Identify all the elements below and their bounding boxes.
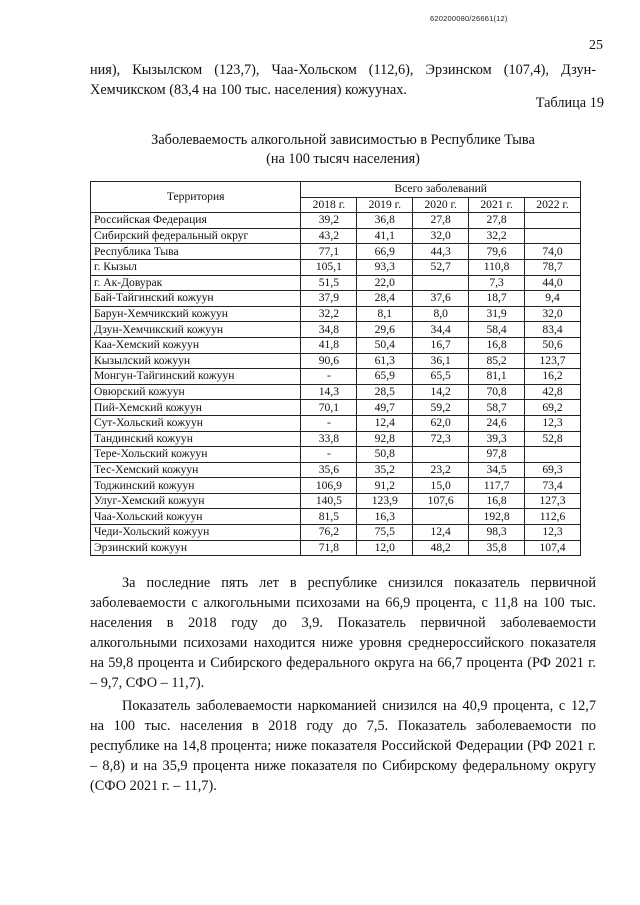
value-cell: 8,1 (357, 306, 413, 322)
table-row (91, 244, 581, 260)
value-cell: 16,8 (469, 337, 525, 353)
value-cell: 16,3 (357, 509, 413, 525)
value-cell: 43,2 (301, 228, 357, 244)
value-cell: - (301, 447, 357, 463)
value-cell: 59,2 (413, 400, 469, 416)
value-cell: 77,1 (301, 244, 357, 260)
morbidity-table (90, 181, 581, 556)
territory-name: Тес-Хемский кожуун (91, 462, 301, 478)
territory-name: г. Кызыл (91, 259, 301, 275)
value-cell: 8,0 (413, 306, 469, 322)
value-cell: 81,1 (469, 369, 525, 385)
table-row (91, 275, 581, 291)
value-cell: 12,3 (525, 525, 581, 541)
value-cell: 93,3 (357, 259, 413, 275)
page-number: 25 (589, 38, 603, 53)
value-cell: 34,8 (301, 322, 357, 338)
value-cell: 16,8 (469, 493, 525, 509)
value-cell: 117,7 (469, 478, 525, 494)
value-cell: 66,9 (357, 244, 413, 260)
value-cell: 50,6 (525, 337, 581, 353)
value-cell: 41,8 (301, 337, 357, 353)
value-cell: 83,4 (525, 322, 581, 338)
table-row (91, 259, 581, 275)
value-cell: 61,3 (357, 353, 413, 369)
table-row (91, 478, 581, 494)
value-cell: 58,4 (469, 322, 525, 338)
territory-name: Сибирский федеральный округ (91, 228, 301, 244)
value-cell: 32,0 (413, 228, 469, 244)
territory-name: Бай-Тайгинский кожуун (91, 291, 301, 307)
value-cell: 71,8 (301, 540, 357, 556)
value-cell: 35,8 (469, 540, 525, 556)
value-cell: 7,3 (469, 275, 525, 291)
body-text (90, 573, 596, 799)
value-cell (525, 213, 581, 229)
value-cell: 65,9 (357, 369, 413, 385)
table-row (91, 447, 581, 463)
table-row (91, 213, 581, 229)
table-row (91, 291, 581, 307)
value-cell: 41,1 (357, 228, 413, 244)
territory-name: Российская Федерация (91, 213, 301, 229)
table-title (90, 131, 596, 169)
value-cell: 69,2 (525, 400, 581, 416)
value-cell (413, 447, 469, 463)
value-cell: 50,4 (357, 337, 413, 353)
value-cell: 23,2 (413, 462, 469, 478)
value-cell: 58,7 (469, 400, 525, 416)
table-row (91, 353, 581, 369)
value-cell: 36,8 (357, 213, 413, 229)
table-row (91, 369, 581, 385)
value-cell (525, 228, 581, 244)
territory-name: Тоджинский кожуун (91, 478, 301, 494)
territory-name: Каа-Хемский кожуун (91, 337, 301, 353)
value-cell: 81,5 (301, 509, 357, 525)
value-cell: 44,3 (413, 244, 469, 260)
value-cell: 74,0 (525, 244, 581, 260)
value-cell: 39,2 (301, 213, 357, 229)
territory-name: г. Ак-Довурак (91, 275, 301, 291)
value-cell: 192,8 (469, 509, 525, 525)
table-label: Таблица 19 (535, 95, 604, 111)
territory-name: Пий-Хемский кожуун (91, 400, 301, 416)
value-cell: 50,8 (357, 447, 413, 463)
value-cell: 12,4 (413, 525, 469, 541)
value-cell: 27,8 (413, 213, 469, 229)
document-id: 620200080/26661(12) (430, 14, 508, 23)
table-row (91, 525, 581, 541)
body-paragraph-2: Показатель заболеваемости наркоманией снизился на 40,9 процента, с 12,7 на 100 тыс. населения в 2018 году до 7,5. Показатель заболеваемости по республике на 14,8 процента; ниже показателя Российской Федерации (РФ 2021 г. – 8,8) и на 35,9 процента ниже показателя по Сибирскому федеральному округу (СФО 2021 г. – 11,7). (90, 698, 596, 794)
value-cell: 12,4 (357, 415, 413, 431)
territory-name: Дзун-Хемчикский кожуун (91, 322, 301, 338)
territory-name: Республика Тыва (91, 244, 301, 260)
value-cell: 97,8 (469, 447, 525, 463)
value-cell: 14,3 (301, 384, 357, 400)
value-cell: 34,4 (413, 322, 469, 338)
territory-name: Кызылский кожуун (91, 353, 301, 369)
total-diseases-header: Всего заболеваний (301, 182, 581, 198)
territory-name: Чаа-Хольский кожуун (91, 509, 301, 525)
value-cell: 18,7 (469, 291, 525, 307)
value-cell: 36,1 (413, 353, 469, 369)
value-cell: 79,6 (469, 244, 525, 260)
value-cell: - (301, 369, 357, 385)
year-header: 2018 г. (301, 197, 357, 213)
value-cell: 127,3 (525, 493, 581, 509)
table-row (91, 400, 581, 416)
value-cell (525, 447, 581, 463)
table-row (91, 228, 581, 244)
value-cell: 32,0 (525, 306, 581, 322)
value-cell: 16,7 (413, 337, 469, 353)
value-cell: 12,0 (357, 540, 413, 556)
value-cell: 62,0 (413, 415, 469, 431)
value-cell: 27,8 (469, 213, 525, 229)
value-cell: 44,0 (525, 275, 581, 291)
value-cell: 75,5 (357, 525, 413, 541)
year-header: 2020 г. (413, 197, 469, 213)
value-cell: 110,8 (469, 259, 525, 275)
value-cell: 98,3 (469, 525, 525, 541)
table-row (91, 322, 581, 338)
value-cell: 29,6 (357, 322, 413, 338)
territory-name: Овюрский кожуун (91, 384, 301, 400)
value-cell: 12,3 (525, 415, 581, 431)
value-cell: 51,5 (301, 275, 357, 291)
table-row (91, 462, 581, 478)
value-cell: 16,2 (525, 369, 581, 385)
value-cell: 24,6 (469, 415, 525, 431)
table-title-line-2: (на 100 тысяч населения) (266, 151, 420, 167)
value-cell: 35,6 (301, 462, 357, 478)
value-cell: 140,5 (301, 493, 357, 509)
territory-name: Эрзинский кожуун (91, 540, 301, 556)
table-title-line-1: Заболеваемость алкогольной зависимостью в Республике Тыва (151, 132, 535, 148)
value-cell: 48,2 (413, 540, 469, 556)
territory-name: Чеди-Хольский кожуун (91, 525, 301, 541)
year-header: 2021 г. (469, 197, 525, 213)
value-cell: 28,4 (357, 291, 413, 307)
value-cell: 37,9 (301, 291, 357, 307)
value-cell: 14,2 (413, 384, 469, 400)
value-cell: 9,4 (525, 291, 581, 307)
table-row (91, 384, 581, 400)
value-cell: 35,2 (357, 462, 413, 478)
year-header: 2022 г. (525, 197, 581, 213)
value-cell: 52,8 (525, 431, 581, 447)
value-cell: 123,9 (357, 493, 413, 509)
value-cell: 106,9 (301, 478, 357, 494)
table-body (91, 213, 581, 556)
table-header-row (91, 182, 581, 198)
territory-name: Барун-Хемчикский кожуун (91, 306, 301, 322)
value-cell: 112,6 (525, 509, 581, 525)
value-cell: 92,8 (357, 431, 413, 447)
value-cell: 85,2 (469, 353, 525, 369)
value-cell: 33,8 (301, 431, 357, 447)
intro-line-1: ния), Кызылском (123,7), Чаа-Хольском (112,6), Эрзинском (107,4), Дзун- (90, 62, 596, 78)
value-cell: 107,6 (413, 493, 469, 509)
value-cell: 32,2 (469, 228, 525, 244)
value-cell: 31,9 (469, 306, 525, 322)
territory-name: Монгун-Тайгинский кожуун (91, 369, 301, 385)
table-row (91, 306, 581, 322)
territory-header: Территория (91, 182, 301, 213)
table-row (91, 493, 581, 509)
body-paragraph-1: За последние пять лет в республике снизился показатель первичной заболеваемости с алкогольными психозами на 66,9 процента, с 11,8 на 100 тыс. населения в 2018 году до 3,9. Показатель первичной заболеваемости алкогольными психозами находится ниже уровня среднероссийского показателя на 59,8 процента и Сибирского федерального округа на 66,7 процента (РФ 2021 г. – 9,7, СФО – 11,7). (90, 575, 596, 691)
value-cell: 90,6 (301, 353, 357, 369)
value-cell: 37,6 (413, 291, 469, 307)
value-cell: 70,1 (301, 400, 357, 416)
value-cell: - (301, 415, 357, 431)
value-cell: 78,7 (525, 259, 581, 275)
table-row (91, 431, 581, 447)
value-cell: 76,2 (301, 525, 357, 541)
value-cell: 42,8 (525, 384, 581, 400)
value-cell (413, 275, 469, 291)
value-cell: 39,3 (469, 431, 525, 447)
table-row (91, 509, 581, 525)
value-cell: 15,0 (413, 478, 469, 494)
table-row (91, 540, 581, 556)
intro-line-2: Хемчикском (83,4 на 100 тыс. населения) кожуунах. (90, 82, 407, 98)
intro-paragraph (90, 60, 596, 100)
territory-name: Сут-Хольский кожуун (91, 415, 301, 431)
value-cell: 69,3 (525, 462, 581, 478)
value-cell: 34,5 (469, 462, 525, 478)
value-cell: 123,7 (525, 353, 581, 369)
territory-name: Улуг-Хемский кожуун (91, 493, 301, 509)
value-cell: 107,4 (525, 540, 581, 556)
value-cell: 73,4 (525, 478, 581, 494)
value-cell: 91,2 (357, 478, 413, 494)
value-cell: 28,5 (357, 384, 413, 400)
value-cell (413, 509, 469, 525)
table-row (91, 337, 581, 353)
year-header: 2019 г. (357, 197, 413, 213)
value-cell: 70,8 (469, 384, 525, 400)
value-cell: 49,7 (357, 400, 413, 416)
territory-name: Тере-Хольский кожуун (91, 447, 301, 463)
value-cell: 72,3 (413, 431, 469, 447)
territory-name: Тандинский кожуун (91, 431, 301, 447)
value-cell: 65,5 (413, 369, 469, 385)
table-row (91, 415, 581, 431)
value-cell: 105,1 (301, 259, 357, 275)
value-cell: 52,7 (413, 259, 469, 275)
value-cell: 32,2 (301, 306, 357, 322)
value-cell: 22,0 (357, 275, 413, 291)
